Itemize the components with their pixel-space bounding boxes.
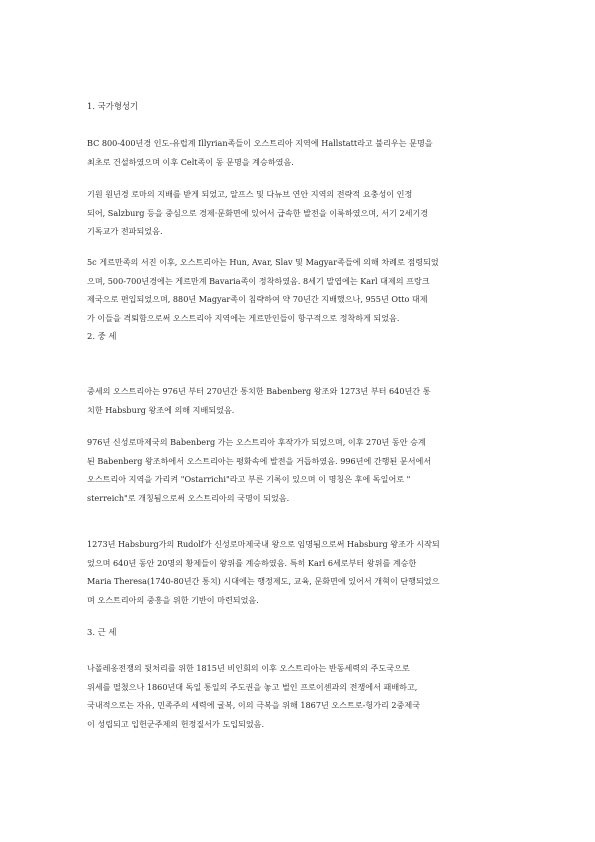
text-line: Maria Theresa(1740-80년간 통치) 시대에는 행정제도, 교육, 문화면에 있어서 개혁이 단행되었으 (87, 576, 440, 587)
text-line: 된 Babenberg 왕조하에서 오스트리아는 평화속에 발전을 거듭하였음. 996년에 간행된 문서에서 (87, 455, 432, 466)
text-line: 기독교가 전파되었음. (87, 226, 163, 237)
paragraph (87, 253, 513, 327)
text-line: 으며, 500-700년경에는 게르만계 Bavaria족이 정착하였음. 8세기 말엽에는 Karl 대제의 프랑크 (87, 275, 430, 286)
paragraph (87, 433, 513, 507)
paragraph (87, 134, 513, 171)
text-line: 며 오스트리아의 중흥을 위한 기반이 마련되었음. (87, 594, 259, 605)
text-line: 기원 원년경 로마의 지배를 받게 되었고, 알프스 및 다뉴브 연안 지역의 전략적 요충성이 인정 (87, 189, 413, 199)
text-line: 위세를 떨쳤으나 1860년대 독일 통일의 주도권을 놓고 벌인 프로이센과의 전쟁에서 패배하고, (87, 681, 418, 692)
text-line: 오스트리아 지역을 가리켜 "Ostarrichi"라고 부른 기록이 있으며 이 명칭은 후에 독일어로 " (87, 474, 411, 485)
text-line: 가 이들을 격퇴함으로써 오스트리아 지역에는 게르만인들이 항구적으로 정착하게 되었음. (87, 312, 400, 323)
paragraph (87, 659, 513, 733)
text-line: 나폴레옹전쟁의 뒷처리를 위한 1815년 비인회의 이후 오스트리아는 반동세력의 주도국으로 (87, 663, 410, 673)
text-line: 었으며 640년 동안 20명의 황제들이 왕위를 계승하였음. 특히 Karl 6세로부터 왕위를 계승한 (87, 557, 417, 568)
text-line: 이 성립되고 입헌군주제의 헌정질서가 도입되었음. (87, 718, 265, 729)
paragraph (87, 382, 513, 419)
text-line: 5c 게르만족의 서진 이후, 오스트리아는 Hun, Avar, Slav 및 Magyar족들에 의해 차례로 점령되었 (87, 257, 439, 267)
text-line: BC 800-400년경 인도-유럽계 Illyrian족들이 오스트리아 지역에 Hallstatt라고 불리우는 문명을 (87, 138, 433, 148)
text-line: 최초로 건설하였으며 이후 Celt족이 동 문명을 계승하였음. (87, 156, 294, 167)
section-modern-era (87, 626, 513, 638)
text-line: 국내적으로는 자유, 민족주의 세력에 굴복, 이의 극복을 위해 1867년 오스트로-헝가리 2중제국 (87, 700, 421, 711)
text-line: 되어, Salzburg 등을 중심으로 경제·문화면에 있어서 급속한 발전을 이룩하였으며, 서기 2세기경 (87, 207, 429, 218)
text-line: 치한 Habsburg 왕조에 의해 지배되었음. (87, 404, 235, 415)
section-middle-ages (87, 330, 513, 342)
paragraph (87, 185, 513, 241)
text-line: 중세의 오스트리아는 976년 부터 270년간 통치한 Babenberg 왕조와 1273년 부터 640년간 통 (87, 386, 431, 396)
section-heading: 3. 근 세 (87, 627, 117, 637)
text-line: 제국으로 편입되었으며, 880년 Magyar족이 침략하여 약 70년간 지배했으나, 955년 Otto 대제 (87, 294, 428, 305)
text-line: 976년 신성로마제국의 Babenberg 가는 오스트리아 후작가가 되었으며, 이후 270년 동안 승계 (87, 437, 426, 447)
section-national-formation (87, 100, 513, 112)
text-line: sterreich"로 개칭됨으로써 오스트리아의 국명이 되었음. (87, 492, 290, 503)
paragraph (87, 535, 513, 609)
section-heading: 1. 국가형성기 (87, 101, 139, 111)
section-heading: 2. 중 세 (87, 331, 117, 341)
text-line: 1273년 Habsburg가의 Rudolf가 신성로마제국내 왕으로 임명됨으로써 Habsburg 왕조가 시작되 (87, 539, 440, 549)
